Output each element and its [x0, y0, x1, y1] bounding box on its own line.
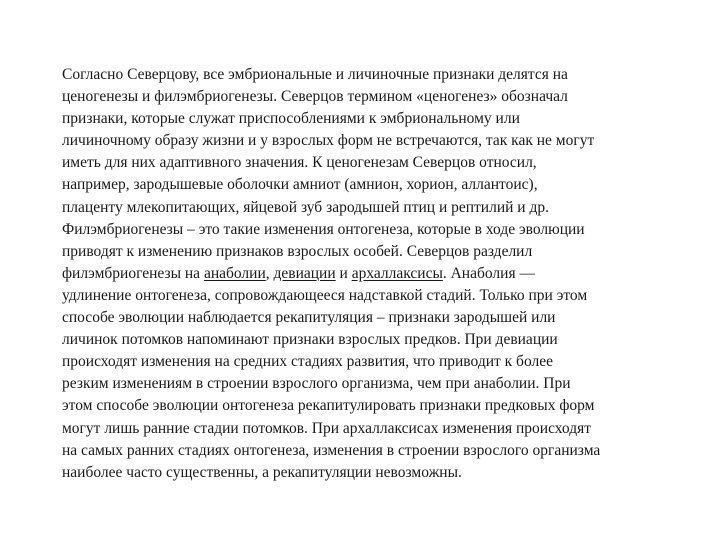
text-line: ценогенезы и филэмбриогенезы. Северцов термином «ценогенез» обозначал	[62, 88, 568, 106]
text-line: этом способе эволюции онтогенеза рекапитулировать признаки предковых форм	[62, 397, 595, 415]
line-suffix: . Анаболия —	[442, 264, 535, 282]
text-line: происходят изменения на средних стадиях развития, что приводит к более	[62, 353, 553, 371]
text-line: могут лишь ранние стадии потомков. При архаллаксисах изменения происходят	[62, 419, 592, 437]
line-prefix: филэмбриогенезы на	[62, 264, 204, 282]
separator: ,	[265, 264, 274, 282]
text-line: признаки, которые служат приспособлениями к эмбриональному или	[62, 110, 520, 128]
text-line: способе эволюции наблюдается рекапитуляция – признаки зародышей или	[62, 309, 556, 327]
separator: и	[335, 264, 352, 282]
text-line: например, зародышевые оболочки амниот (амнион, хорион, аллантоис),	[62, 176, 538, 194]
term-deviation-link[interactable]: девиации	[273, 264, 336, 282]
text-line: иметь для них адаптивного значения. К ценогенезам Северцов относил,	[62, 154, 537, 172]
text-line: Согласно Северцову, все эмбриональные и личиночные признаки делятся на	[62, 66, 568, 83]
text-line: Филэмбриогенезы – это такие изменения онтогенеза, которые в ходе эволюции	[62, 220, 585, 238]
text-line: приводят к изменению признаков взрослых особей. Северцов разделил	[62, 242, 533, 260]
text-line: удлинение онтогенеза, сопровождающееся надставкой стадий. Только при этом	[62, 286, 588, 304]
text-line: наиболее часто существенны, а рекапитуляции невозможны.	[62, 463, 462, 481]
term-archallaxis-link[interactable]: архаллаксисы	[351, 264, 443, 282]
body-paragraph	[62, 64, 702, 484]
text-line: личиночному образу жизни и у взрослых форм не встречаются, так как не могут	[62, 132, 595, 150]
term-anabolia-link[interactable]: анаболии	[203, 264, 266, 282]
text-line: на самых ранних стадиях онтогенеза, изменения в строении взрослого организма	[62, 441, 601, 459]
text-line: плаценту млекопитающих, яйцевой зуб зародышей птиц и рептилий и др.	[62, 198, 549, 216]
text-line: резким изменениям в строении взрослого организма, чем при анаболии. При	[62, 375, 571, 393]
text-line: личинок потомков напоминают признаки взрослых предков. При девиации	[62, 331, 558, 349]
text-line-with-terms	[62, 263, 702, 285]
